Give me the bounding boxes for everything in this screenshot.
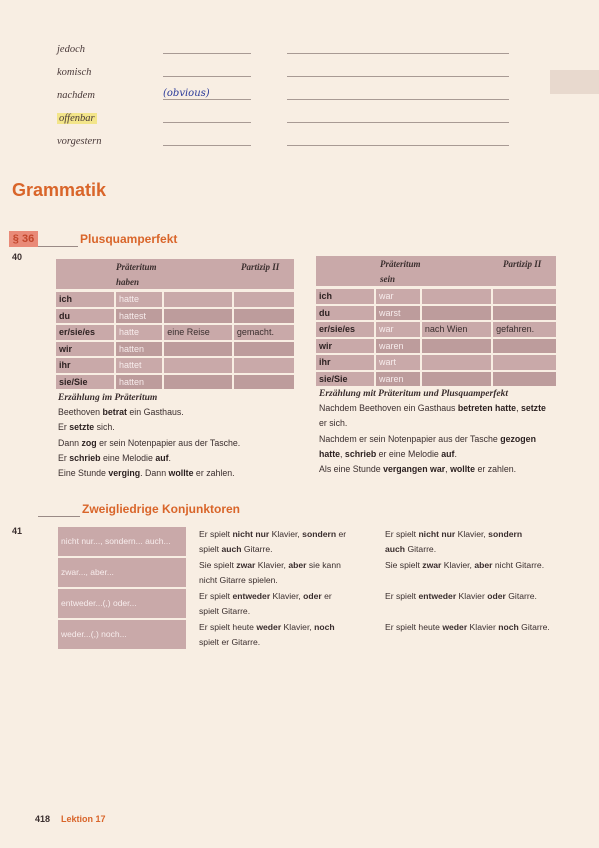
table-header-empty xyxy=(56,259,112,289)
object-cell: eine Reise xyxy=(163,324,233,341)
section-number: 40 xyxy=(12,252,23,262)
section-number: 41 xyxy=(12,526,23,536)
text: Klavier, xyxy=(270,591,304,601)
text: sich. xyxy=(94,422,115,433)
table-row xyxy=(55,308,295,325)
header-label: Präteritum xyxy=(116,262,157,272)
konjunktor-example xyxy=(199,558,379,588)
table-row xyxy=(55,324,295,341)
text: Dann xyxy=(58,437,82,448)
text: Sie spielt xyxy=(385,560,423,570)
text: sie kann xyxy=(306,560,341,570)
verb-form-cell: hatte xyxy=(115,291,163,308)
table-row xyxy=(55,374,295,391)
lesson-label: Lektion 17 xyxy=(61,814,106,824)
text: Er xyxy=(58,452,70,463)
verb-form-cell: hatten xyxy=(115,374,163,391)
emphasis: nicht nur xyxy=(232,529,270,539)
text: Eine Stunde xyxy=(58,468,109,479)
page-edge-tab xyxy=(550,70,599,94)
text: Gitarre. xyxy=(405,544,437,554)
text-line xyxy=(199,527,379,542)
emphasis: nicht nur xyxy=(418,529,456,539)
text: Beethoven xyxy=(58,407,103,417)
emphasis: oder xyxy=(487,591,506,601)
text-line xyxy=(385,620,590,635)
emphasis: aber xyxy=(288,560,307,570)
object-cell xyxy=(421,305,492,322)
text: . xyxy=(168,452,171,463)
table-header-partizip xyxy=(500,256,556,286)
text-line xyxy=(319,447,589,462)
verb-form-cell: warst xyxy=(375,305,421,322)
text-line xyxy=(319,401,589,416)
verb-form-cell: war xyxy=(375,288,421,305)
object-cell xyxy=(421,354,492,371)
emphasis: hatte xyxy=(319,448,341,459)
table-row xyxy=(55,291,295,308)
object-cell xyxy=(421,371,492,388)
page-number: 418 xyxy=(35,814,51,824)
answer-line xyxy=(163,145,251,146)
handwritten-note: (obvious) xyxy=(163,88,210,99)
table-header-praeteritum xyxy=(112,259,238,289)
pronoun-cell: ich xyxy=(55,291,115,308)
section-badge: § 36 xyxy=(9,231,38,247)
text: spielt er Gitarre. xyxy=(199,637,261,647)
emphasis: auch xyxy=(385,544,406,554)
text: er eine Melodie xyxy=(376,448,442,459)
pronoun-cell: du xyxy=(315,305,375,322)
text: Klavier, xyxy=(269,529,303,539)
text: . xyxy=(454,448,457,459)
story-right-title: Erzählung mit Präteritum und Plusquamperfekt xyxy=(319,389,508,399)
answer-line xyxy=(287,145,509,146)
pronoun-cell: ihr xyxy=(55,357,115,374)
table-row xyxy=(315,288,557,305)
text: Er spielt xyxy=(199,591,233,601)
emphasis: wollte xyxy=(168,468,194,479)
text-line xyxy=(199,589,379,604)
text: Er spielt xyxy=(385,591,419,601)
emphasis: entweder xyxy=(232,591,271,601)
emphasis: zog xyxy=(81,437,97,448)
page-title: Grammatik xyxy=(12,180,107,200)
text: Klavier xyxy=(467,622,499,632)
section-title: Zweigliedrige Konjunktoren xyxy=(82,502,241,516)
text-line xyxy=(199,635,379,650)
text: Nachdem Beethoven ein Gasthaus xyxy=(319,403,458,413)
table-header-empty xyxy=(316,256,376,286)
partizip-cell: gemacht. xyxy=(233,324,295,341)
emphasis: betrat xyxy=(102,407,127,417)
text: Er xyxy=(58,422,70,433)
verb-form-cell: waren xyxy=(375,371,421,388)
highlight-mark: offenbar xyxy=(59,113,95,124)
text: Er spielt heute xyxy=(385,622,443,632)
text: spielt xyxy=(199,544,222,554)
text: Klavier, xyxy=(441,560,475,570)
verb-form-cell: hatte xyxy=(115,324,163,341)
text: Klavier, xyxy=(281,622,315,632)
table-sein xyxy=(314,287,558,388)
text-line xyxy=(58,420,308,435)
text: er xyxy=(321,591,332,601)
pronoun-cell: wir xyxy=(55,341,115,358)
text: , xyxy=(340,448,345,459)
partizip-cell xyxy=(492,305,557,322)
story-left-title: Erzählung im Präteritum xyxy=(58,393,158,403)
object-cell xyxy=(163,308,233,325)
object-cell xyxy=(421,288,492,305)
verb-form-cell: war xyxy=(375,321,421,338)
text: ein Gasthaus. xyxy=(126,407,184,417)
vocab-word: nachdem xyxy=(57,90,95,101)
section-rule xyxy=(38,246,78,247)
text: er zahlen. xyxy=(475,464,517,475)
answer-line xyxy=(163,99,251,100)
emphasis: auf xyxy=(155,452,169,463)
text: Nachdem er sein Notenpapier aus der Tasche xyxy=(319,433,501,444)
object-cell xyxy=(421,338,492,355)
partizip-cell: gefahren. xyxy=(492,321,557,338)
table-header-partizip xyxy=(238,259,294,289)
emphasis: setzte xyxy=(69,422,95,433)
partizip-cell xyxy=(492,338,557,355)
emphasis: aber xyxy=(474,560,493,570)
pronoun-cell: sie/Sie xyxy=(315,371,375,388)
emphasis: entweder xyxy=(418,591,457,601)
emphasis: auf xyxy=(441,448,455,459)
text: spielt Gitarre. xyxy=(199,606,251,616)
header-verb: sein xyxy=(380,274,396,284)
header-label: Präteritum xyxy=(380,259,421,269)
story-left xyxy=(58,405,308,481)
table-row xyxy=(55,357,295,374)
text-line xyxy=(385,527,590,542)
konjunktor-label: zwar..., aber... xyxy=(58,558,186,587)
text: er sein Notenpapier aus der Tasche. xyxy=(96,437,241,448)
table-row xyxy=(315,321,557,338)
text: Klavier xyxy=(456,591,488,601)
table-row xyxy=(55,341,295,358)
text-line xyxy=(385,558,590,573)
object-cell xyxy=(163,291,233,308)
partizip-cell xyxy=(233,341,295,358)
vocab-word: jedoch xyxy=(57,44,85,55)
text-line xyxy=(199,604,379,619)
text-line xyxy=(58,466,308,481)
pronoun-cell: ihr xyxy=(315,354,375,371)
header-label: Partizip II xyxy=(241,262,280,272)
answer-line xyxy=(287,53,509,54)
text: Gitarre. xyxy=(505,591,537,601)
text-line xyxy=(319,432,589,447)
emphasis: verging xyxy=(108,468,141,479)
text-line xyxy=(319,462,589,477)
text: Gitarre. xyxy=(241,544,273,554)
table-haben xyxy=(54,290,296,391)
partizip-cell xyxy=(233,374,295,391)
emphasis: zwar xyxy=(236,560,256,570)
emphasis: weder xyxy=(442,622,468,632)
text-line xyxy=(58,436,308,451)
object-cell xyxy=(163,357,233,374)
text: , xyxy=(516,403,521,413)
vocab-word: vorgestern xyxy=(57,136,102,147)
text: nicht Gitarre spielen. xyxy=(199,575,278,585)
verb-form-cell: wart xyxy=(375,354,421,371)
text: . Dann xyxy=(140,468,169,479)
answer-line xyxy=(287,99,509,100)
text-line xyxy=(199,542,379,557)
konjunktor-example xyxy=(199,620,379,650)
text: er xyxy=(336,529,347,539)
konjunktor-example xyxy=(385,558,590,573)
text-line xyxy=(385,589,590,604)
section-title: Plusquamperfekt xyxy=(80,232,178,246)
table-row xyxy=(315,305,557,322)
pronoun-cell: ich xyxy=(315,288,375,305)
pronoun-cell: du xyxy=(55,308,115,325)
text: nicht Gitarre. xyxy=(492,560,545,570)
text-line xyxy=(58,405,308,420)
partizip-cell xyxy=(233,308,295,325)
text-line xyxy=(58,451,308,466)
text: Als eine Stunde xyxy=(319,464,384,475)
emphasis: sondern xyxy=(488,529,523,539)
table-row xyxy=(315,338,557,355)
header-label: Partizip II xyxy=(503,259,542,269)
object-cell xyxy=(163,374,233,391)
text: Klavier, xyxy=(455,529,489,539)
partizip-cell xyxy=(233,357,295,374)
partizip-cell xyxy=(492,354,557,371)
answer-line xyxy=(287,122,509,123)
text: Sie spielt xyxy=(199,560,237,570)
konjunktor-label: entweder...(,) oder... xyxy=(58,589,186,618)
emphasis: auch xyxy=(221,544,242,554)
story-right xyxy=(319,401,589,477)
emphasis: sondern xyxy=(302,529,337,539)
emphasis: vergangen war xyxy=(383,464,446,475)
pronoun-cell: er/sie/es xyxy=(55,324,115,341)
verb-form-cell: hattet xyxy=(115,357,163,374)
verb-form-cell: waren xyxy=(375,338,421,355)
emphasis: weder xyxy=(256,622,282,632)
emphasis: schrieb xyxy=(69,452,101,463)
emphasis: schrieb xyxy=(344,448,377,459)
konjunktor-example xyxy=(199,527,379,557)
object-cell xyxy=(163,341,233,358)
partizip-cell xyxy=(233,291,295,308)
konjunktor-example xyxy=(385,589,590,604)
konjunktor-label: nicht nur..., sondern... auch... xyxy=(58,527,186,556)
pronoun-cell: sie/Sie xyxy=(55,374,115,391)
object-cell: nach Wien xyxy=(421,321,492,338)
answer-line xyxy=(287,76,509,77)
verb-form-cell: hatten xyxy=(115,341,163,358)
section-rule xyxy=(38,516,80,517)
text-line xyxy=(199,620,379,635)
table-header-praeteritum xyxy=(376,256,500,286)
pronoun-cell: wir xyxy=(315,338,375,355)
konjunktor-example xyxy=(385,527,590,557)
answer-line xyxy=(163,76,251,77)
text: er zahlen. xyxy=(193,468,235,479)
verb-form-cell: hattest xyxy=(115,308,163,325)
emphasis: oder xyxy=(303,591,322,601)
konjunktor-example xyxy=(199,589,379,619)
emphasis: zwar xyxy=(422,560,442,570)
pronoun-cell: er/sie/es xyxy=(315,321,375,338)
text-line xyxy=(199,573,379,588)
text-line xyxy=(385,542,590,557)
emphasis: setzte xyxy=(520,403,546,413)
emphasis: betreten hatte xyxy=(457,403,517,413)
emphasis: wollte xyxy=(450,464,475,475)
table-row xyxy=(315,371,557,388)
text: Gitarre. xyxy=(518,622,550,632)
vocab-word-highlighted xyxy=(57,113,97,124)
partizip-cell xyxy=(492,371,557,388)
partizip-cell xyxy=(492,288,557,305)
emphasis: gezogen xyxy=(500,433,536,444)
table-row xyxy=(315,354,557,371)
text: , xyxy=(445,464,451,475)
text: eine Melodie xyxy=(100,452,156,463)
konjunktor-label: weder...(,) noch... xyxy=(58,620,186,649)
text-line xyxy=(199,558,379,573)
answer-line xyxy=(163,53,251,54)
konjunktor-example xyxy=(385,620,590,635)
answer-line xyxy=(163,122,251,123)
header-verb: haben xyxy=(116,277,140,287)
text: Er spielt heute xyxy=(199,622,257,632)
text: Klavier, xyxy=(255,560,289,570)
vocab-word: komisch xyxy=(57,67,92,78)
text: Er spielt xyxy=(385,529,419,539)
text: Er spielt xyxy=(199,529,233,539)
emphasis: noch xyxy=(498,622,519,632)
emphasis: noch xyxy=(314,622,335,632)
text: er sich. xyxy=(319,418,348,429)
text-line xyxy=(319,416,589,431)
